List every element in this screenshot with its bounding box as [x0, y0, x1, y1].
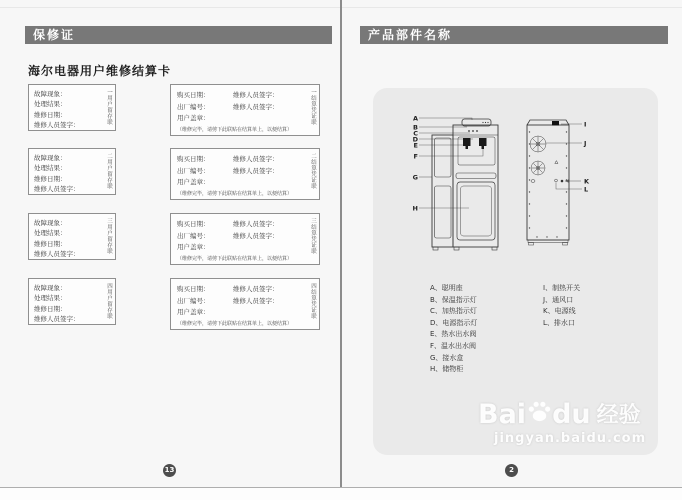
legend-item: C、加热指示灯: [430, 307, 477, 316]
watermark-jingyan: 经验: [596, 403, 641, 428]
power-cord-fitting: [561, 180, 564, 183]
legend-item: D、电源指示灯: [430, 318, 478, 327]
legend-item: J、通风口: [543, 295, 574, 304]
baidu-jingyan-watermark: [478, 400, 676, 468]
label-A: A: [412, 114, 418, 123]
user-copy-box-fields: 故障现象： 处理结果： 维修日期： 维修人员签字：: [34, 284, 80, 323]
legend-item: A、聪明座: [430, 284, 463, 292]
watermark-url: jingyan.baidu.com: [494, 431, 647, 446]
settlement-note: （维修完毕，请剪下此联贴在结算单上，以便结算）: [177, 127, 293, 133]
left-page-number: 13: [163, 464, 176, 477]
legend-item: G、接水盒: [430, 353, 464, 362]
center-gutter-line: [340, 0, 342, 488]
copy-label-vertical: 三用户留存联: [106, 218, 112, 254]
left-section-header-bar: [25, 26, 332, 44]
label-H: H: [412, 204, 418, 213]
legend-item: I、制热开关: [543, 284, 581, 292]
legend-item: F、温水出水阀: [430, 341, 477, 350]
watermark-brand-row: [478, 400, 676, 429]
label-J: J: [584, 139, 587, 148]
user-copy-box-fields: 故障现象： 处理结果： 维修日期： 维修人员签字：: [34, 219, 80, 258]
settlement-note: （维修完毕，请剪下此联贴在结算单上，以便结算）: [177, 321, 293, 327]
settlement-note: （维修完毕，请剪下此联贴在结算单上，以便结算）: [177, 256, 293, 262]
user-copy-box-fields: 故障现象： 处理结果： 维修日期： 维修人员签字：: [34, 90, 80, 129]
user-copy-box-2: [28, 148, 116, 195]
indicator-lights: [468, 122, 489, 132]
copy-label-vertical: 四结算凭证联: [310, 283, 316, 319]
legend-item: H、储物柜: [430, 365, 464, 374]
label-F: F: [413, 152, 418, 161]
label-G: G: [412, 173, 418, 182]
copy-label-vertical: 一用户留存联: [106, 89, 112, 125]
right-section-title: 产品部件名称: [368, 28, 453, 42]
part-letters: [413, 115, 590, 213]
user-copy-box-4: [28, 278, 116, 325]
user-copy-box-fields: 故障现象： 处理结果： 维修日期： 维修人员签字：: [34, 154, 80, 193]
label-K: K: [584, 177, 590, 186]
user-copy-box-3: [28, 213, 116, 260]
copy-label-vertical: 一结算凭证联: [310, 89, 316, 125]
parts-legend-left: [430, 283, 477, 376]
water-dispenser-diagram: [405, 110, 650, 268]
page-bottom-margin: [0, 488, 682, 500]
copy-label-vertical: 二结算凭证联: [310, 153, 316, 189]
settlement-box-4: 购买日期： 维修人员签字： 出厂编号： 维修人员签字： 用户盖章： （维修完毕，请剪下此联贴在结算单上，以便结算） 四结算凭证联: [170, 278, 320, 330]
watermark-bai: Bai: [478, 399, 527, 430]
label-D: D: [412, 135, 418, 144]
watermark-du: du: [552, 399, 591, 430]
label-I: I: [584, 120, 587, 129]
left-section-title: 保修证: [33, 28, 76, 42]
right-page-number: 2: [505, 464, 518, 477]
label-E: E: [413, 141, 418, 150]
copy-label-vertical: 三结算凭证联: [310, 218, 316, 254]
heating-switch: [552, 121, 559, 126]
parts-legend-right: [543, 283, 580, 329]
label-B: B: [413, 123, 418, 132]
copy-label-vertical: 二用户留存联: [106, 153, 112, 189]
legend-item: L、排水口: [543, 318, 575, 327]
settlement-box-3: 购买日期： 维修人员签字： 出厂编号： 维修人员签字： 用户盖章： （维修完毕，请剪下此联贴在结算单上，以便结算） 三结算凭证联: [170, 213, 320, 265]
paw-icon: [527, 400, 552, 423]
user-copy-box-1: [28, 84, 116, 131]
label-L: L: [584, 185, 589, 194]
copy-label-vertical: 四用户留存联: [106, 283, 112, 319]
legend-item: E、热水出水阀: [430, 330, 477, 339]
label-C: C: [413, 129, 418, 138]
settlement-box-1: 购买日期： 维修人员签字： 出厂编号： 维修人员签字： 用户盖章： （维修完毕，请剪下此联贴在结算单上，以便结算） 一结算凭证联: [170, 84, 320, 136]
back-view: [527, 120, 569, 245]
settlement-note: （维修完毕，请剪下此联贴在结算单上，以便结算）: [177, 191, 293, 197]
water-taps: [463, 138, 487, 149]
vent-fans: [530, 136, 546, 175]
right-section-header-bar: [360, 26, 668, 44]
legend-item: K、电源线: [543, 307, 576, 316]
legend-item: B、保温指示灯: [430, 295, 477, 304]
repair-card-title: 海尔电器用户维修结算卡: [28, 64, 172, 78]
settlement-box-2: 购买日期： 维修人员签字： 出厂编号： 维修人员签字： 用户盖章： （维修完毕，请剪下此联贴在结算单上，以便结算） 二结算凭证联: [170, 148, 320, 200]
